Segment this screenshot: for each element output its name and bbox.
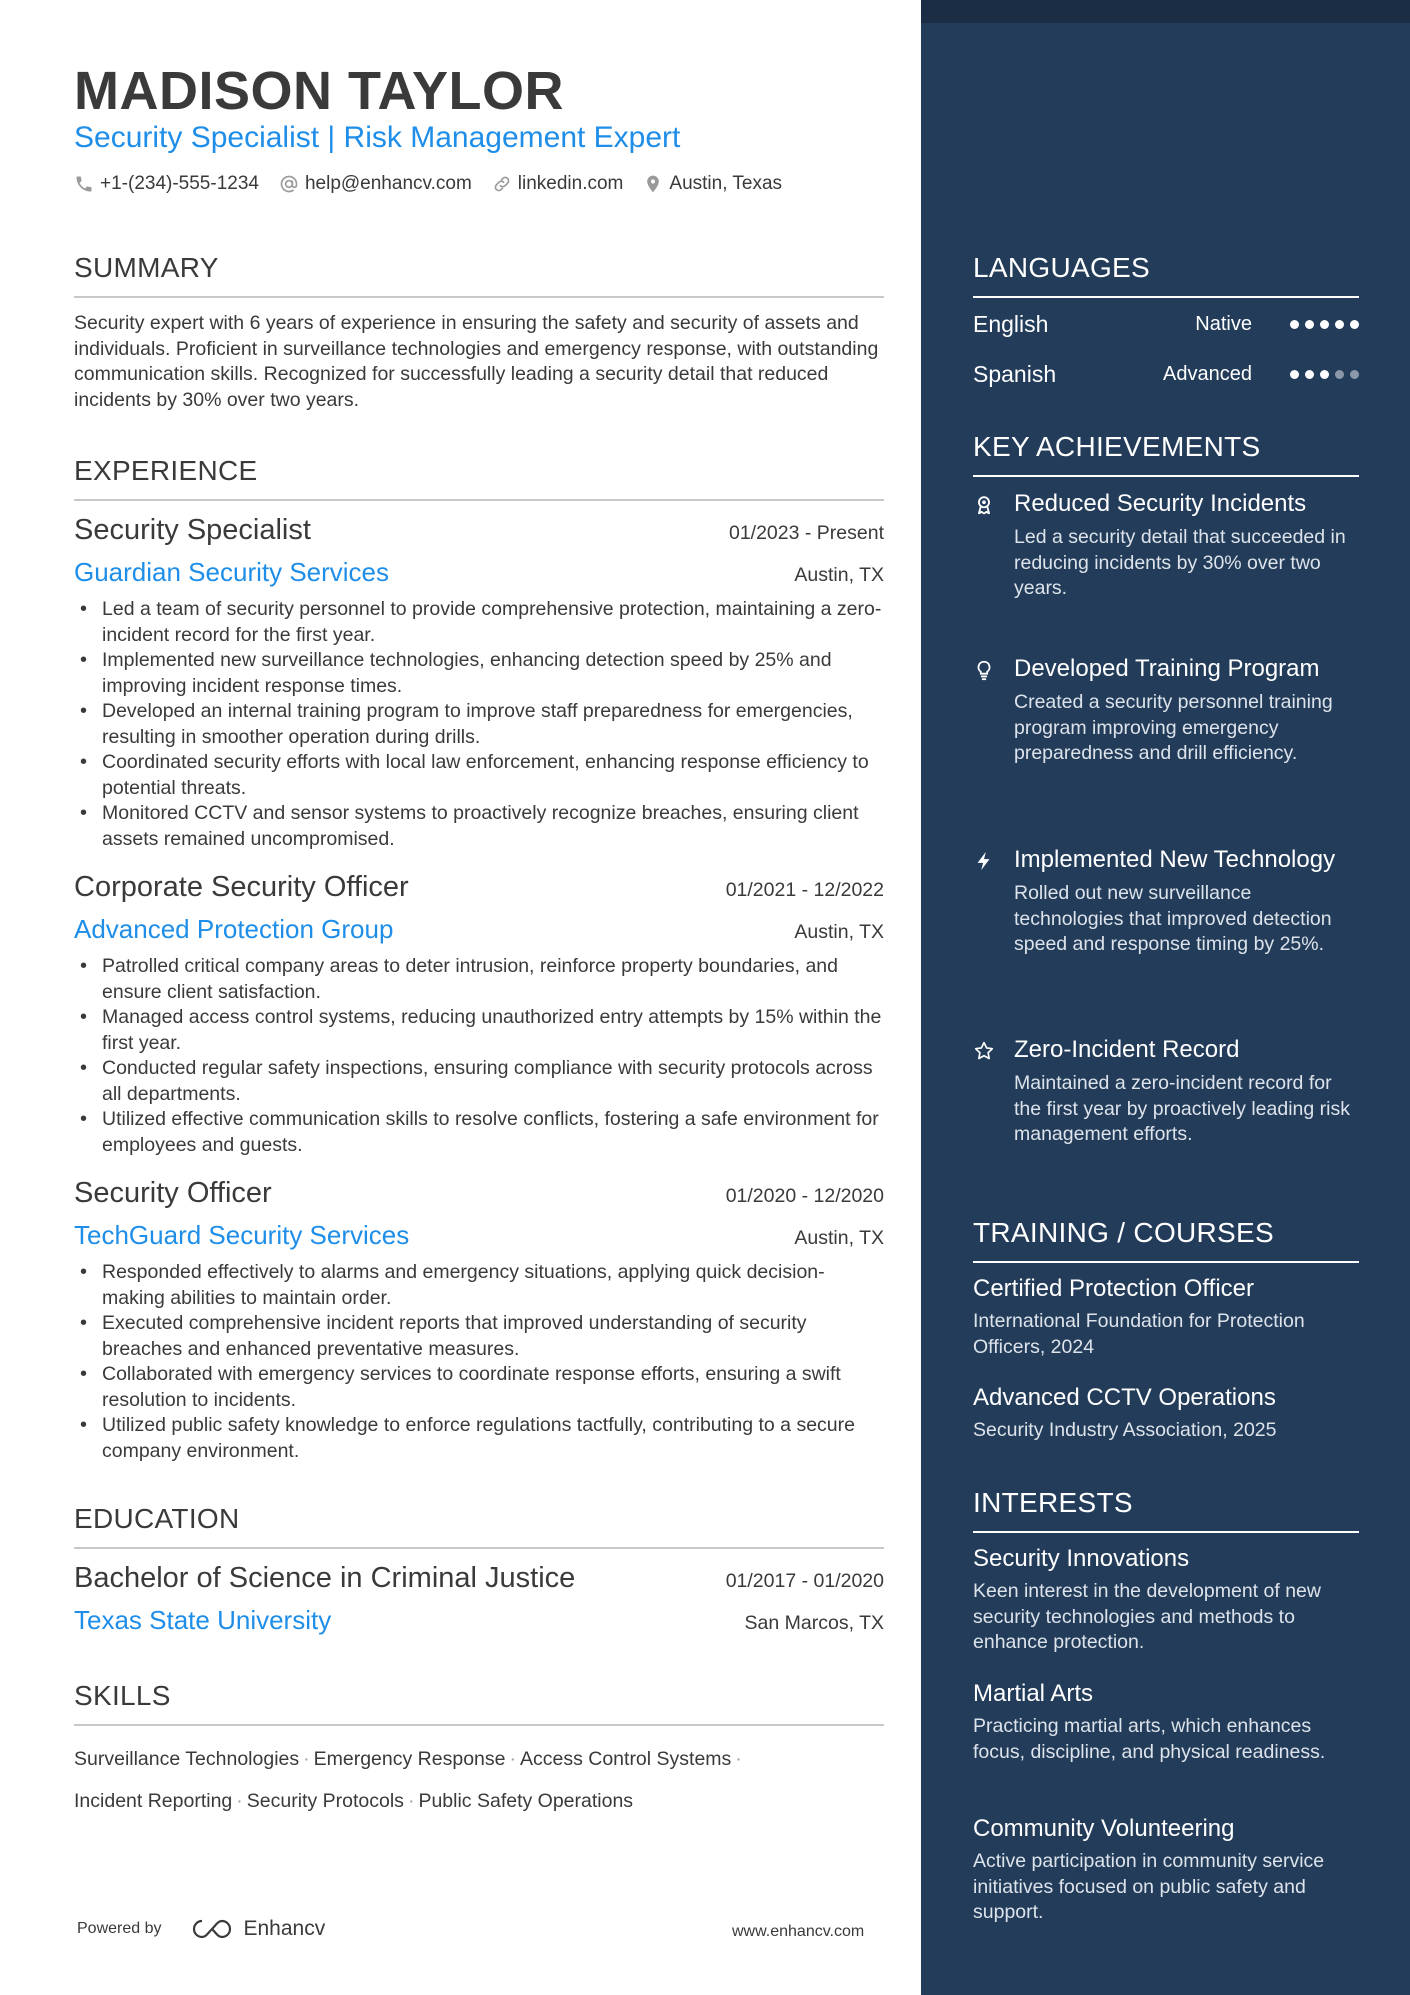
job-bullet: • Utilized effective communication skills to resolve conflicts, fostering a safe environment for employees and guests.	[74, 1107, 884, 1158]
achievement-title: Developed Training Program	[1014, 655, 1320, 682]
skill-separator: ·	[303, 1748, 310, 1770]
course-desc: Security Industry Association, 2025	[973, 1419, 1277, 1441]
language-level: Advanced	[1163, 363, 1252, 385]
contact-email[interactable]	[279, 173, 472, 195]
training-heading: TRAINING / COURSES	[973, 1217, 1359, 1263]
job-bullet: • Implemented new surveillance technologies, enhancing detection speed by 25% and improving incident response times.	[74, 648, 884, 699]
achievement-title: Zero-Incident Record	[1014, 1036, 1240, 1063]
course-item	[973, 1275, 1359, 1360]
at-sign-icon	[279, 174, 299, 194]
achievement-item	[973, 654, 1359, 767]
contact-phone[interactable]	[74, 173, 259, 195]
job-bullets	[74, 954, 884, 1158]
job-date: 01/2020 - 12/2020	[725, 1185, 884, 1207]
job-bullet: • Managed access control systems, reducing unauthorized entry attempts by 15% within the first year.	[74, 1005, 884, 1056]
education-date: 01/2017 - 01/2020	[725, 1570, 884, 1592]
summary-text: Security expert with 6 years of experience in ensuring the safety and security of assets and individuals. Proficient in surveillance technologies and emergency response, with outstanding communication skills. Recognized for successfully leading a security detail that reduced incidents by 30% over two years.	[74, 312, 879, 411]
skill-item: Surveillance Technologies	[74, 1748, 300, 1770]
job-date: 01/2021 - 12/2022	[725, 879, 884, 901]
job-title: Security Officer	[74, 1177, 272, 1209]
job-bullet: • Monitored CCTV and sensor systems to proactively recognize breaches, ensuring client assets remained uncompromised.	[74, 801, 884, 852]
language-item	[973, 361, 1359, 388]
enhancv-logo-icon	[188, 1917, 236, 1941]
job-entry	[74, 514, 884, 852]
contact-email-text: help@enhancv.com	[304, 173, 472, 194]
skill-item: Security Protocols	[246, 1790, 404, 1812]
language-name: English	[973, 311, 1049, 337]
interest-desc: Practicing martial arts, which enhances focus, discipline, and physical readiness.	[973, 1715, 1326, 1763]
job-bullets	[74, 597, 884, 852]
course-title: Advanced CCTV Operations	[973, 1384, 1276, 1411]
skill-separator: ·	[407, 1790, 415, 1812]
language-rating	[1284, 370, 1359, 379]
job-bullet: • Responded effectively to alarms and emergency situations, applying quick decision-making abilities to maintain order.	[74, 1260, 884, 1311]
language-level: Native	[1195, 313, 1252, 335]
achievement-desc: Rolled out new surveillance technologies that improved detection speed and response timing by 25%.	[1014, 882, 1332, 955]
course-desc: International Foundation for Protection Officers, 2024	[973, 1310, 1305, 1358]
job-company: TechGuard Security Services	[74, 1220, 410, 1250]
footer-powered-by[interactable]	[77, 1917, 325, 1941]
achievements-heading: KEY ACHIEVEMENTS	[973, 431, 1359, 477]
languages-heading: LANGUAGES	[973, 252, 1359, 298]
experience-heading: EXPERIENCE	[74, 455, 884, 501]
rating-dot	[1320, 370, 1329, 379]
rating-dot	[1350, 320, 1359, 329]
achievement-item	[973, 845, 1359, 958]
course-item	[973, 1384, 1359, 1444]
course-title: Certified Protection Officer	[973, 1275, 1255, 1302]
skills-heading: SKILLS	[74, 1680, 884, 1726]
interest-title: Martial Arts	[973, 1680, 1094, 1707]
language-item	[973, 311, 1359, 338]
job-bullet: • Executed comprehensive incident reports that improved understanding of security breaches and enhanced preventative measures.	[74, 1311, 884, 1362]
achievement-item	[973, 489, 1359, 602]
candidate-name: MADISON TAYLOR	[74, 61, 565, 121]
link-icon	[492, 174, 512, 194]
job-bullet: • Coordinated security efforts with local law enforcement, enhancing response efficiency to potential threats.	[74, 750, 884, 801]
lightning-bolt-icon	[973, 849, 995, 873]
skill-item: Access Control Systems	[519, 1748, 732, 1770]
footer-website[interactable]: www.enhancv.com	[732, 1923, 865, 1940]
job-bullet: • Developed an internal training program to improve staff preparedness for emergencies, resulting in smoother operation during drills.	[74, 699, 884, 750]
education-location: San Marcos, TX	[744, 1612, 884, 1634]
interest-title: Security Innovations	[973, 1545, 1190, 1572]
contact-linkedin-text: linkedin.com	[517, 173, 624, 194]
sidebar-top-band	[921, 0, 1410, 23]
rating-dot	[1320, 320, 1329, 329]
rating-dot	[1305, 320, 1314, 329]
phone-icon	[74, 174, 94, 194]
skill-item: Incident Reporting	[74, 1790, 233, 1812]
education-degree: Bachelor of Science in Criminal Justice	[74, 1562, 576, 1594]
language-name: Spanish	[973, 361, 1057, 387]
skills-list	[74, 1738, 884, 1822]
rating-dot	[1335, 320, 1344, 329]
rating-dot	[1335, 370, 1344, 379]
job-bullets	[74, 1260, 884, 1464]
contact-location	[643, 173, 782, 195]
job-bullet: • Collaborated with emergency services to coordinate response efforts, ensuring a swift resolution to incidents.	[74, 1362, 884, 1413]
job-location: Austin, TX	[794, 564, 884, 586]
award-ribbon-icon	[973, 493, 995, 517]
interest-desc: Active participation in community service initiatives focused on public safety and support.	[973, 1850, 1325, 1923]
job-company: Guardian Security Services	[74, 557, 390, 587]
job-title: Security Specialist	[74, 514, 311, 546]
interest-item	[973, 1545, 1359, 1656]
job-entry	[74, 871, 884, 1158]
interest-item	[973, 1815, 1359, 1926]
contact-phone-text: +1-(234)-555-1234	[100, 173, 259, 194]
education-entry	[74, 1562, 884, 1636]
powered-by-label: Powered by	[77, 1920, 162, 1937]
star-icon	[973, 1039, 995, 1063]
job-title: Corporate Security Officer	[74, 871, 409, 903]
contact-location-text: Austin, Texas	[669, 173, 783, 194]
summary-heading: SUMMARY	[74, 252, 884, 298]
achievement-desc: Maintained a zero-incident record for the first year by proactively leading risk management efforts.	[1014, 1072, 1350, 1145]
skill-separator: ·	[735, 1748, 742, 1770]
lightbulb-icon	[973, 658, 995, 682]
footer-brand: Enhancv	[243, 1917, 326, 1940]
interest-title: Community Volunteering	[973, 1815, 1235, 1842]
interests-heading: INTERESTS	[973, 1487, 1359, 1533]
job-bullet: • Utilized public safety knowledge to enforce regulations tactfully, contributing to a secure company environment.	[74, 1413, 884, 1464]
job-company: Advanced Protection Group	[74, 914, 394, 944]
education-heading: EDUCATION	[74, 1503, 884, 1549]
job-location: Austin, TX	[794, 921, 884, 943]
skill-item: Emergency Response	[313, 1748, 506, 1770]
job-bullet: • Led a team of security personnel to provide comprehensive protection, maintaining a zero-incident record for the first year.	[74, 597, 884, 648]
job-bullet: • Conducted regular safety inspections, ensuring compliance with security protocols across all departments.	[74, 1056, 884, 1107]
skill-item: Public Safety Operations	[418, 1790, 634, 1812]
sidebar	[921, 0, 1410, 1995]
rating-dot	[1350, 370, 1359, 379]
education-school: Texas State University	[74, 1605, 332, 1635]
achievement-item	[973, 1035, 1359, 1148]
achievement-title: Implemented New Technology	[1014, 846, 1336, 873]
skill-separator: ·	[236, 1790, 243, 1812]
skill-separator: ·	[509, 1748, 516, 1770]
language-rating	[1284, 320, 1359, 329]
rating-dot	[1305, 370, 1314, 379]
interest-item	[973, 1680, 1359, 1765]
job-location: Austin, TX	[794, 1227, 884, 1249]
job-date: 01/2023 - Present	[728, 522, 884, 544]
achievement-desc: Led a security detail that succeeded in reducing incidents by 30% over two years.	[1014, 526, 1346, 599]
candidate-title: Security Specialist | Risk Management Expert	[74, 121, 681, 154]
map-pin-icon	[643, 174, 663, 194]
achievement-desc: Created a security personnel training program improving emergency preparedness and drill efficiency.	[1014, 691, 1333, 764]
contact-bar	[74, 173, 802, 195]
achievement-title: Reduced Security Incidents	[1014, 490, 1307, 517]
job-bullet: • Patrolled critical company areas to deter intrusion, reinforce property boundaries, and ensure client satisfaction.	[74, 954, 884, 1005]
contact-linkedin[interactable]	[492, 173, 624, 195]
rating-dot	[1290, 320, 1299, 329]
job-entry	[74, 1177, 884, 1464]
rating-dot	[1290, 370, 1299, 379]
interest-desc: Keen interest in the development of new security technologies and methods to enhance protection.	[973, 1580, 1321, 1653]
